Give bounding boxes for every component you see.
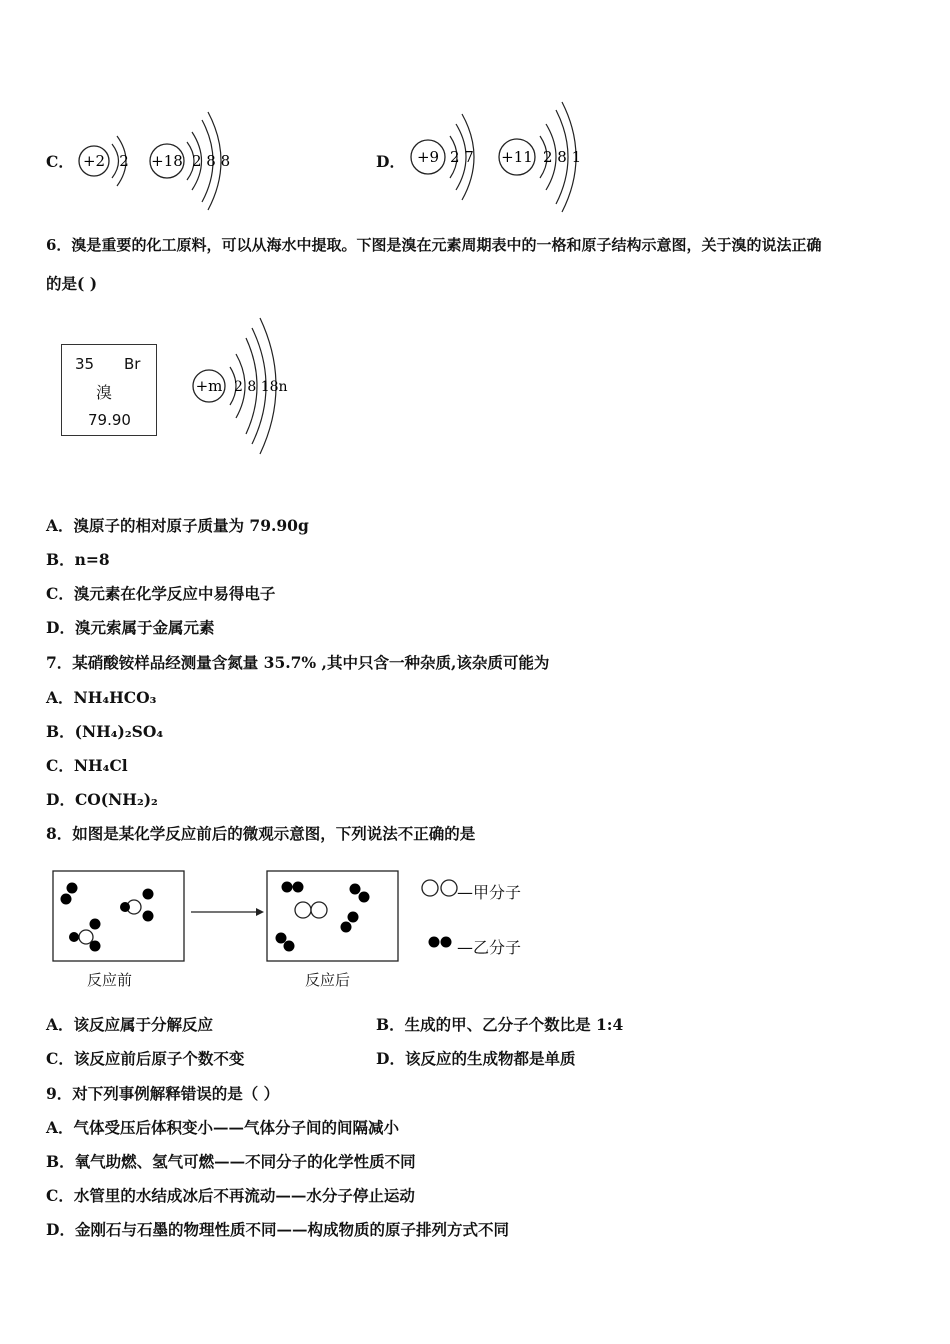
- q9-stem: 9．对下列事例解释错误的是（ ）: [46, 1084, 280, 1103]
- q5-option-c-label: C．: [46, 152, 74, 171]
- q9-option-a: A．气体受压后体积变小——气体分子间的间隔减小: [46, 1118, 400, 1137]
- q8-option-b: B．生成的甲、乙分子个数比是 1:4: [376, 1015, 624, 1034]
- legend-yi-label: —乙分子: [457, 938, 522, 957]
- molecule-after-yi-4: [276, 933, 295, 952]
- q5-option-d-diagram: [404, 96, 594, 216]
- molecule-before-3: [69, 919, 101, 952]
- atom-diagram-ar: [150, 112, 230, 210]
- q7-stem: 7．某硝酸铵样品经测量含氮量 35.7% ,其中只含一种杂质,该杂质可能为: [46, 653, 550, 672]
- q8-option-a: A．该反应属于分解反应: [46, 1015, 214, 1034]
- q9-option-c: C．水管里的水结成冰后不再流动——水分子停止运动: [46, 1186, 415, 1205]
- shell-electrons: 2: [119, 152, 129, 170]
- option-label: B．: [46, 722, 75, 741]
- nucleus-label: +18: [151, 152, 183, 170]
- molecule-after-yi-2: [350, 884, 370, 903]
- option-label: C．: [46, 756, 74, 775]
- q6-option-a: A．溴原子的相对原子质量为 79.90g: [46, 516, 309, 535]
- nucleus-label: +11: [501, 148, 533, 166]
- periodic-table-cell: [61, 344, 157, 436]
- q7-option-b: [46, 724, 163, 740]
- q7-option-a: [46, 690, 156, 706]
- shell-electrons: 2 7: [450, 148, 474, 166]
- bromine-atom-diagram: [190, 312, 300, 462]
- molecule-before-2: [120, 889, 154, 922]
- q6-option-d: D．溴元索属于金属元素: [46, 618, 215, 637]
- q6-option-b: B．n=8: [46, 550, 110, 569]
- shell-electrons: 2 8 8: [192, 152, 231, 170]
- option-label: D．: [46, 790, 75, 809]
- q9-option-b: B．氧气助燃、氢气可燃——不同分子的化学性质不同: [46, 1152, 416, 1171]
- nucleus-label: +2: [82, 152, 106, 170]
- atom-diagram-f: [411, 114, 474, 200]
- q7-option-d: [46, 792, 158, 808]
- legend-yi-symbol: [429, 937, 452, 948]
- element-symbol: Br: [124, 355, 141, 373]
- q8-option-d: D．该反应的生成物都是单质: [376, 1049, 576, 1068]
- q6-stem-line1: 6．溴是重要的化工原料，可以从海水中提取。下图是溴在元素周期表中的一格和原子结构示意图，关于溴的说法正确: [46, 236, 822, 254]
- shell-electrons: 2 8 18n: [234, 379, 288, 395]
- atom-diagram-he: [79, 136, 129, 186]
- option-formula: NH₄Cl: [73, 756, 128, 775]
- atomic-number: 35: [75, 355, 95, 373]
- option-formula: NH₄HCO₃: [73, 688, 157, 707]
- q6-option-c: C．溴元素在化学反应中易得电子: [46, 584, 276, 603]
- q8-option-c: C．该反应前后原子个数不变: [46, 1049, 245, 1068]
- molecule-before-1: [61, 883, 78, 905]
- q9-option-d: D．金刚石与石墨的物理性质不同——构成物质的原子排列方式不同: [46, 1220, 509, 1239]
- atomic-mass: 79.90: [88, 411, 131, 429]
- option-formula: CO(NH₂)₂: [74, 790, 158, 809]
- q5-option-d-label: D．: [376, 152, 405, 171]
- arrow-head: [256, 908, 264, 916]
- nucleus-label: +9: [416, 148, 440, 166]
- q7-option-c: [46, 758, 128, 774]
- q6-stem-line2: 的是( ): [46, 274, 98, 293]
- nucleus-label: +m: [195, 377, 223, 395]
- legend-jia-symbol: [422, 880, 457, 896]
- option-formula: (NH₄)₂SO₄: [74, 722, 164, 741]
- molecule-after-yi-1: [282, 882, 304, 893]
- after-label: 反应后: [305, 971, 351, 989]
- q5-option-c-diagram: [72, 100, 242, 220]
- molecule-after-jia: [295, 902, 327, 918]
- before-label: 反应前: [87, 971, 133, 989]
- molecule-after-yi-3: [341, 912, 359, 933]
- legend-jia-label: —甲分子: [457, 883, 522, 902]
- q8-stem: 8．如图是某化学反应前后的微观示意图，下列说法不正确的是: [46, 824, 476, 843]
- element-name: 溴: [96, 383, 113, 402]
- option-label: A．: [46, 688, 74, 707]
- atom-diagram-na: [499, 102, 581, 212]
- shell-electrons: 2 8 1: [543, 148, 582, 166]
